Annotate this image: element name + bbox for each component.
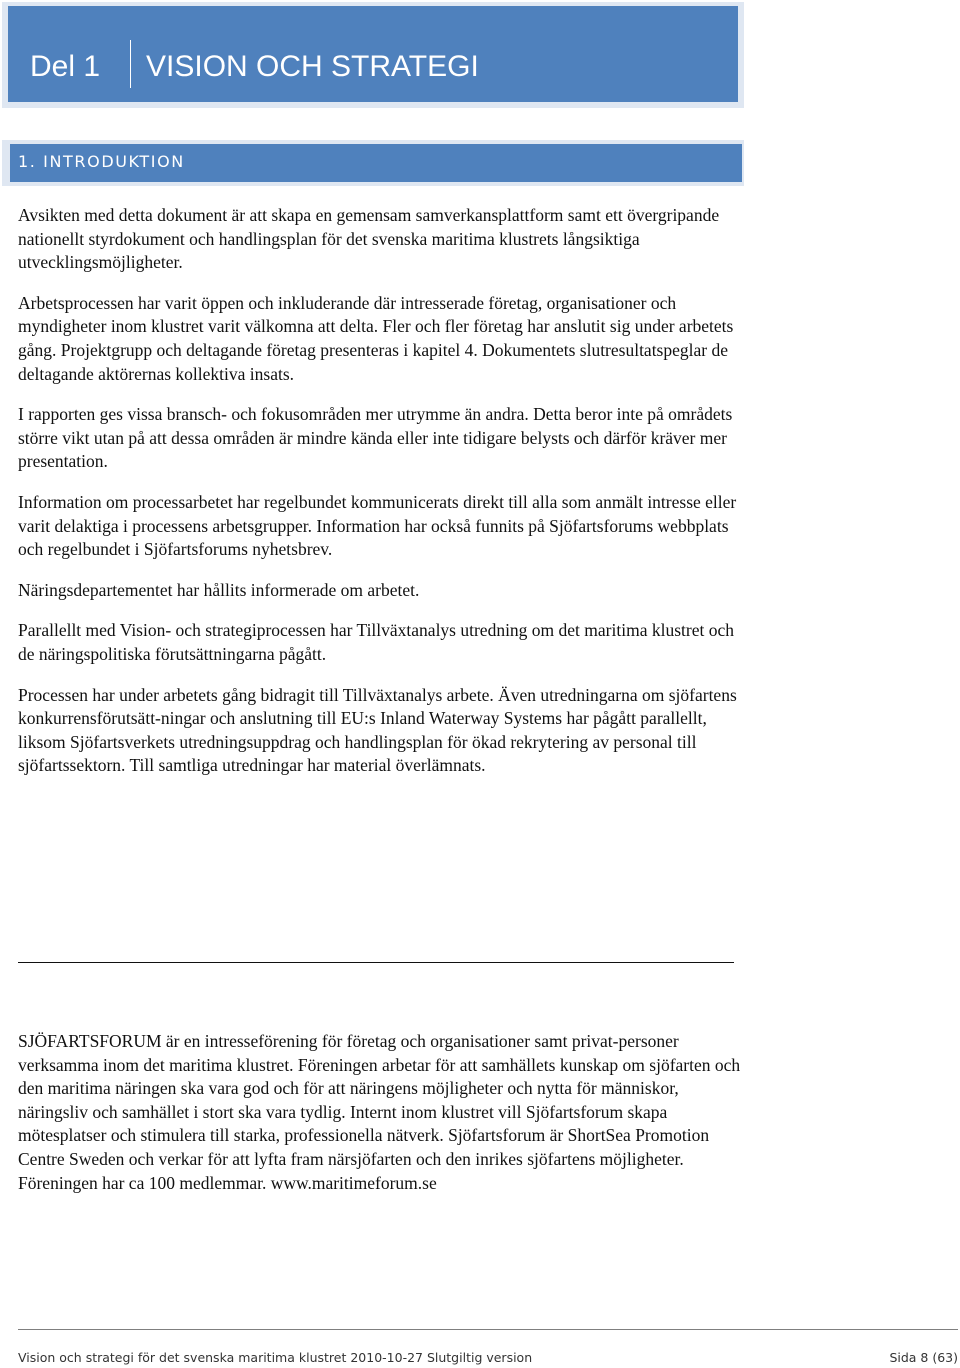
paragraph: Information om processarbetet har regelbundet kommunicerats direkt till alla som anmält intresse eller varit delaktiga i processens arbetsgrupper. Information har också funnits på Sjöfartsforums webbplats och regelbundet i Sjöfartsforums nyhetsbrev. [18, 491, 737, 560]
body-text [18, 204, 746, 795]
section-heading [10, 144, 742, 182]
header-divider [130, 40, 131, 88]
footer-divider [18, 1329, 958, 1330]
chapter-title: VISION OCH STRATEGI [146, 50, 479, 83]
paragraph: Näringsdepartementet har hållits informerade om arbetet. [18, 579, 420, 600]
paragraph: Parallellt med Vision- och strategiprocessen har Tillväxtanalys utredning om det maritima klustret och de näringspolitiska förutsättningarna pågått. [18, 620, 734, 664]
footer-document-title: Vision och strategi för det svenska maritima klustret 2010-10-27 Slutgiltig version [18, 1350, 533, 1365]
footnote-separator [18, 962, 734, 963]
footnote: SJÖFARTSFORUM är en intresseförening för företag och organisationer samt privat-personer verksamma inom det maritima klustret. Föreningen arbetar för att samhällets kunskap om sjöfarten och den maritima näringen ska vara god och för att näringens möjligheter och nytta för människor, näringsliv och samhället i stort ska vara tydlig. Internt inom klustret vill Sjöfartsforum skapa mötesplatser och stimulera till starka, professionella nätverk. Sjöfartsforum är ShortSea Promotion Centre Sweden och verkar för att lyfta fram närsjöfarten och den inrikes sjöfartens möjligheter. Föreningen har ca 100 medlemmar. www.maritimeforum.se [18, 1031, 741, 1193]
section-title: 1. INTRODUKTION [18, 152, 185, 171]
paragraph: I rapporten ges vissa bransch- och fokusområden mer utrymme än andra. Detta beror inte på områdets större vikt utan på att dessa områden är mindre kända eller inte tidigare belysts och därför kräver mer presentation. [18, 404, 733, 472]
footer-page-number: Sida 8 (63) [889, 1350, 958, 1365]
paragraph: Arbetsprocessen har varit öppen och inkluderande där intresserade företag, organisationer och myndigheter inom klustret varit välkomna att delta. Fler och fler företag har anslutit sig under arbetets gång. Projektgrupp och deltagande företag presenteras i kapitel 4. Dokumentets slutresultatspeglar de deltagande aktörernas kollektiva insats. [18, 292, 734, 384]
chapter-header [8, 6, 738, 102]
paragraph: Processen har under arbetets gång bidragit till Tillväxtanalys arbete. Även utredningarna om sjöfartens konkurrensförutsätt-ningar och anslutning till EU:s Inland Waterway Systems har pågått parallellt, liksom Sjöfartsverkets utredningsuppdrag och handlingsplan för ökad rekrytering av personal till sjöfartssektorn. Till samtliga utredningar har material överlämnats. [18, 684, 737, 776]
chapter-number: Del 1 [30, 50, 101, 83]
paragraph: Avsikten med detta dokument är att skapa en gemensam samverkansplattform samt ett övergripande nationellt styrdokument och handlingsplan för det svenska maritima klustrets långsiktiga utvecklingsmöjligheter. [18, 205, 720, 273]
